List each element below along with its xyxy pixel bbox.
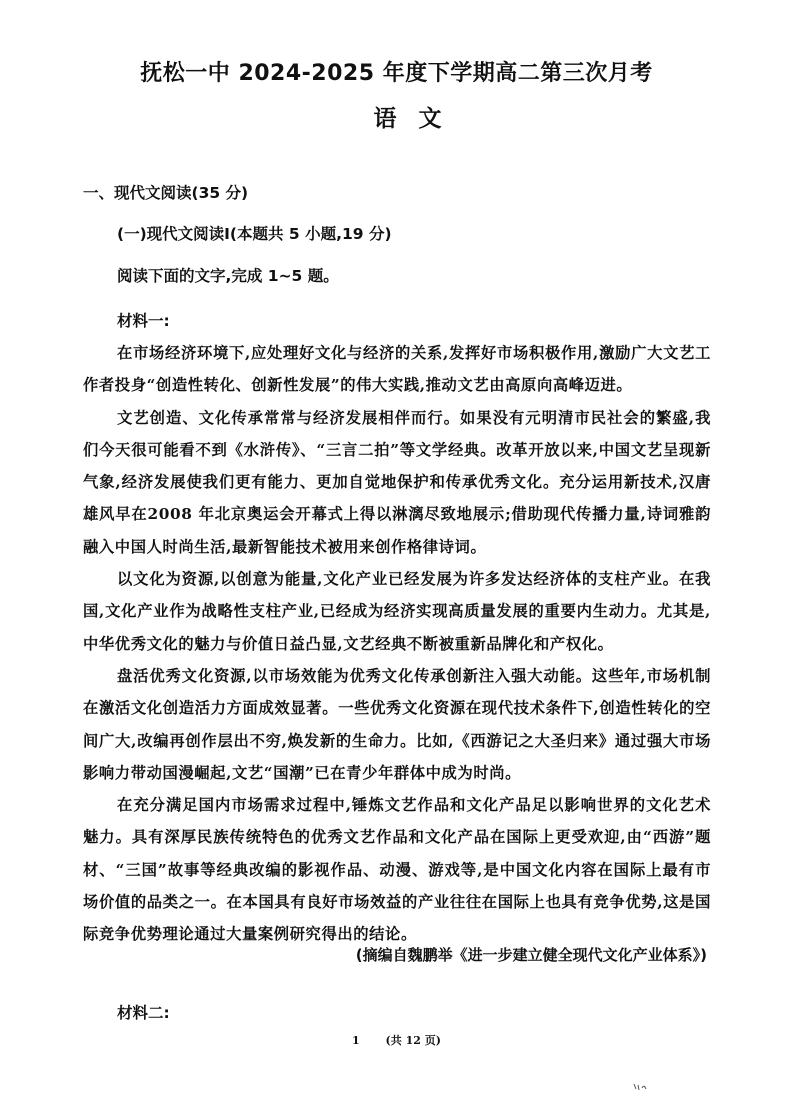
subject-title: 语文 bbox=[373, 106, 464, 132]
material-one-body bbox=[83, 337, 711, 951]
total-pages: (共 12 页) bbox=[385, 1034, 441, 1047]
paragraph: 以文化为资源,以创意为能量,文化产业已经发展为许多发达经济体的支柱产业。在我国,文化产业作为战略性支柱产业,已经成为经济实现高质量发展的重要内生动力。尤其是,中华优秀文化的魅力与价值日益凸显,文艺经典不断被重新品牌化和产权化。 bbox=[83, 570, 711, 653]
paragraph: 在市场经济环境下,应处理好文化与经济的关系,发挥好市场积极作用,激励广大文艺工作者投身“创造性转化、创新性发展”的伟大实践,推动文艺由高原向高峰迈进。 bbox=[83, 344, 711, 395]
reading-instruction: 阅读下面的文字,完成 1~5 题。 bbox=[117, 267, 339, 285]
page-number: 1 bbox=[352, 1034, 360, 1047]
paragraph: 文艺创造、文化传承常常与经济发展相伴而行。如果没有元明清市民社会的繁盛,我们今天很可能看不到《水浒传》、“三言二拍”等文学经典。改革开放以来,中国文艺呈现新气象,经济发展使我们更有能力、更加自觉地保护和传承优秀文化。充分运用新技术,汉唐雄风早在2008 年北京奥运会开幕式上得以淋漓尽致地展示;借助现代传播力量,诗词雅韵融入中国人时尚生活,最新智能技术被用来创作格律诗词。 bbox=[83, 408, 711, 556]
material-two-label: 材料二: bbox=[117, 1004, 170, 1022]
sub-section-heading: (一)现代文阅读Ⅰ(本题共 5 小题,19 分) bbox=[117, 225, 392, 243]
scan-mark-icon bbox=[633, 1082, 647, 1092]
section-heading: 一、现代文阅读(35 分) bbox=[83, 184, 249, 202]
material-one-label: 材料一: bbox=[117, 312, 170, 330]
paragraph: 在充分满足国内市场需求过程中,锤炼文艺作品和文化产品足以影响世界的文化艺术魅力。具有深厚民族传统特色的优秀文艺作品和文化产品在国际上更受欢迎,由“西游”题材、“三国”故事等经典改编的影视作品、动漫、游戏等,是中国文化内容在国际上最有市场价值的品类之一。在本国具有良好市场效益的产业往往在国际上也具有竞争优势,这是国际竞争优势理论通过大量案例研究得出的结论。 bbox=[83, 796, 711, 944]
material-one-source: (摘编自魏鹏举《进一步建立健全现代文化产业体系》) bbox=[355, 946, 707, 964]
paragraph: 盘活优秀文化资源,以市场效能为优秀文化传承创新注入强大动能。这些年,市场机制在激活文化创造活力方面成效显著。一些优秀文化资源在现代技术条件下,创造性转化的空间广大,改编再创作层出不穷,焕发新的生命力。比如,《西游记之大圣归来》通过强大市场影响力带动国漫崛起,文艺“国潮”已在青少年群体中成为时尚。 bbox=[83, 666, 711, 782]
page-footer bbox=[0, 1032, 793, 1048]
exam-title: 抚松一中 2024-2025 年度下学期高二第三次月考 bbox=[140, 61, 653, 86]
